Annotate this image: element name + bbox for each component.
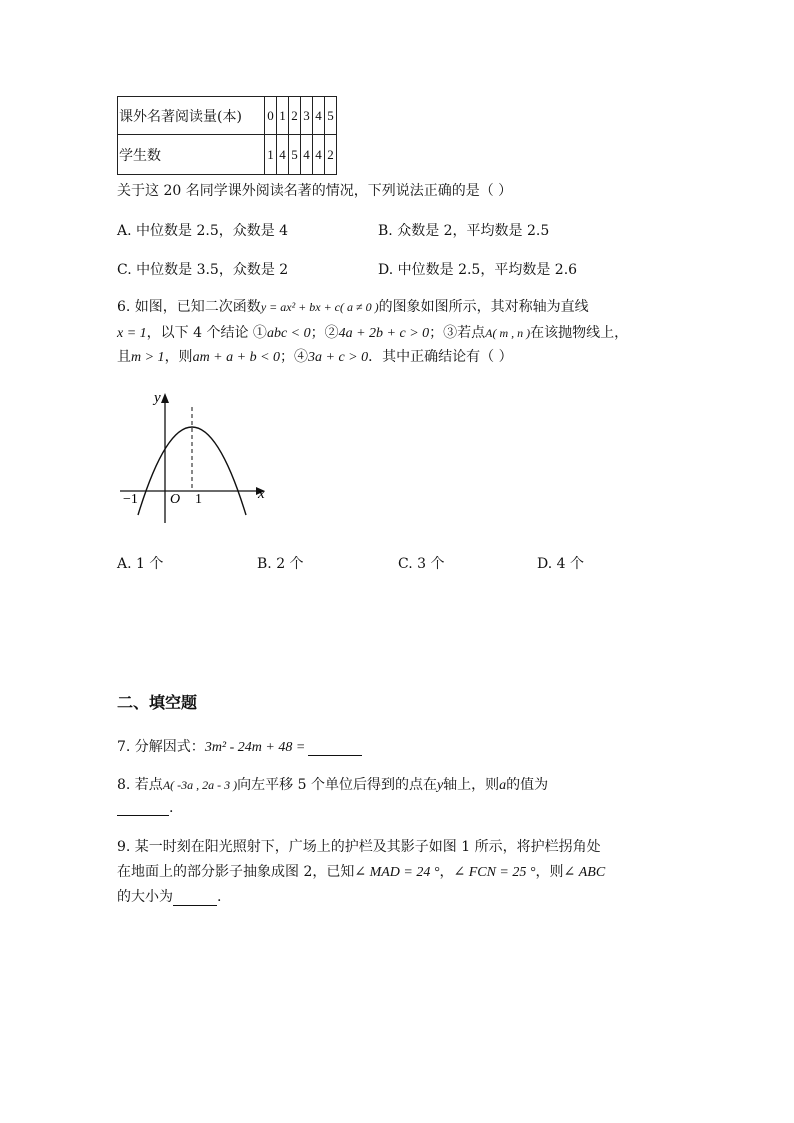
table-cell: 4 — [313, 135, 325, 175]
q8-answer-blank — [117, 801, 169, 816]
tick-label-1: 1 — [195, 492, 202, 507]
q9-line2 — [117, 861, 605, 881]
q6-function: y = ax² + bx + c — [260, 300, 341, 314]
table-cell: 2 — [289, 97, 301, 135]
q6-line2 — [117, 322, 628, 342]
q6-conclusion-3b: am + a + b < 0 — [192, 350, 281, 365]
q9-line3 — [117, 886, 221, 906]
q7 — [117, 736, 362, 756]
parabola-graph — [115, 385, 275, 530]
q6-conclusion-4: 3a + c > 0 — [308, 350, 369, 365]
q5-option-a: A. 中位数是 2.5，众数是 4 — [117, 223, 289, 239]
q9-text: 在地面上的部分影子抽象成图 2，已知 — [117, 864, 355, 880]
q6-option-b: B. 2 个 — [257, 556, 304, 572]
q5-stem: 关于这 20 名同学课外阅读名著的情况，下列说法正确的是（ ） — [117, 183, 513, 199]
origin-label: O — [170, 492, 181, 507]
q9-text: ，则 — [535, 864, 564, 880]
q6-line1 — [117, 296, 589, 316]
reading-table — [117, 96, 337, 175]
q8-point: A( -3a , 2a - 3 ) — [162, 778, 238, 792]
q9-line1: 9. 某一时刻在阳光照射下，广场上的护栏及其影子如图 1 所示，将护栏拐角处 — [117, 839, 601, 855]
q7-text: 7. 分解因式： — [117, 739, 205, 755]
q8-period: . — [169, 800, 174, 816]
q7-answer-blank — [308, 741, 362, 756]
tick-label-neg1: −1 — [123, 492, 138, 507]
q6-option-c: C. 3 个 — [398, 556, 445, 572]
q6-text: ，以下 4 个结论 ① — [146, 325, 267, 341]
table-cell: 3 — [301, 97, 313, 135]
q6-condition: ( a ≠ 0 ) — [340, 300, 379, 314]
q6-text: 在该抛物线上， — [530, 325, 629, 341]
q6-option-d: D. 4 个 — [537, 556, 584, 572]
q8-text: 8. 若点 — [117, 777, 163, 793]
q8-text: 向左平移 5 个单位后得到的点在 — [237, 777, 437, 793]
y-axis-arrow — [161, 393, 169, 403]
q6-text: 且 — [117, 349, 131, 365]
q6-text: ；② — [310, 325, 339, 341]
q9-text: 的大小为 — [117, 889, 173, 905]
q9-angle-mad: ∠ MAD = 24 ° — [354, 865, 440, 880]
q5-option-d: D. 中位数是 2.5，平均数是 2.6 — [378, 262, 578, 278]
q9-text: ， — [439, 864, 454, 880]
q8-line1 — [117, 774, 548, 794]
q6-text: 的图象如图所示，其对称轴为直线 — [378, 299, 589, 315]
q8-text: 的值为 — [506, 777, 549, 793]
y-axis-label: y — [154, 390, 161, 406]
table-cell: 2 — [325, 135, 337, 175]
q5-option-c: C. 中位数是 3.5，众数是 2 — [117, 262, 289, 278]
q8-var-a: a — [499, 778, 507, 793]
q9-period: . — [217, 889, 222, 905]
q6-axis: x = 1 — [117, 326, 147, 341]
q5-option-b: B. 众数是 2，平均数是 2.5 — [378, 223, 550, 239]
q9-answer-blank — [173, 891, 217, 906]
q9-angle-fcn: ∠ FCN = 25 ° — [453, 865, 536, 880]
q6-conclusion-3a: m > 1 — [131, 350, 165, 365]
q6-line3 — [117, 346, 513, 366]
table-cell: 4 — [301, 135, 313, 175]
table-cell: 4 — [277, 135, 289, 175]
q8-text: 轴上，则 — [443, 777, 500, 793]
q8-var-y: y — [436, 778, 444, 793]
q6-text: ．其中正确结论有（ ） — [368, 349, 513, 365]
q7-expression: 3m² - 24m + 48 = — [204, 740, 306, 755]
q6-text: ；④ — [280, 349, 309, 365]
table-cell: 4 — [313, 97, 325, 135]
q9-angle-abc: ∠ ABC — [563, 865, 606, 880]
section-heading: 二、填空题 — [117, 693, 198, 712]
table-cell: 5 — [289, 135, 301, 175]
table-cell: 1 — [265, 135, 277, 175]
q6-point: A( m , n ) — [485, 326, 531, 340]
table-row — [118, 97, 337, 135]
table-cell: 1 — [277, 97, 289, 135]
table-cell: 5 — [325, 97, 337, 135]
table-row-label: 课外名著阅读量(本) — [118, 97, 265, 135]
table-row — [118, 135, 337, 175]
q6-text: ；③若点 — [429, 325, 486, 341]
q6-conclusion-1: abc < 0 — [266, 326, 311, 341]
q6-option-a: A. 1 个 — [117, 556, 164, 572]
q6-conclusion-2: 4a + 2b + c > 0 — [338, 326, 430, 341]
table-cell: 0 — [265, 97, 277, 135]
q6-text: ，则 — [164, 349, 193, 365]
q6-number: 6. 如图，已知二次函数 — [117, 299, 261, 315]
q8-line2 — [117, 800, 173, 816]
x-axis-label: x — [258, 486, 265, 502]
table-row-label: 学生数 — [118, 135, 265, 175]
